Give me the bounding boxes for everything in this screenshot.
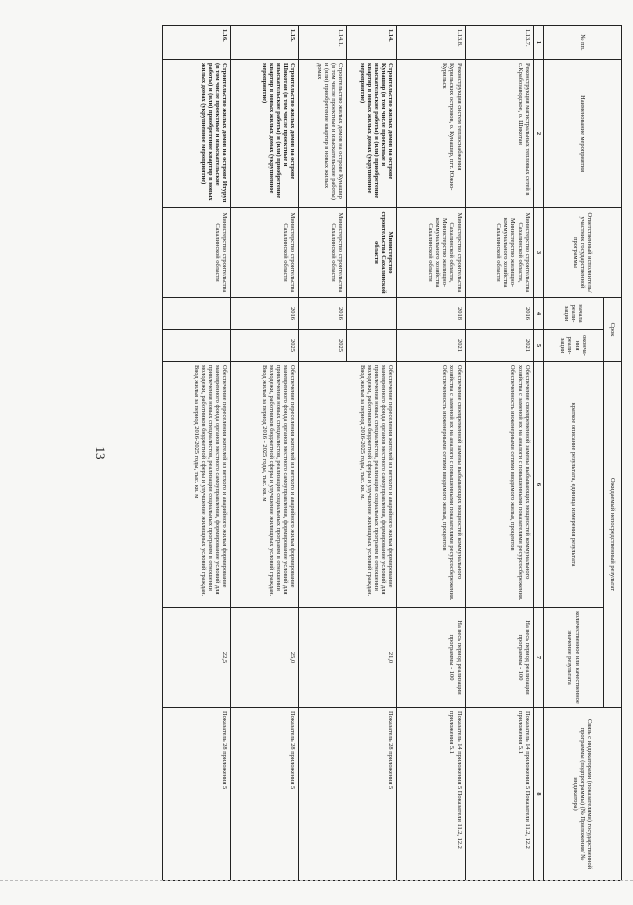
- header-end: оконча-ния реали-зации: [543, 330, 603, 362]
- row-link: Показатель 28 приложения 5: [231, 708, 299, 881]
- header-responsible: Ответственный исполнитель/участник государственной программы: [543, 208, 621, 298]
- table-row: [347, 26, 397, 881]
- bottom-scan-edge: [0, 880, 633, 887]
- col-number: 3: [533, 208, 543, 298]
- row-responsible: Министерство строительства Сахалинской области: [299, 208, 347, 298]
- column-number-row: [533, 26, 543, 881]
- table-row: [465, 26, 533, 881]
- row-start: 2016: [465, 298, 533, 330]
- row-value: 21,0: [299, 608, 397, 708]
- header-indicator-link: Связь с индикаторами (показателями) государственной программы (подпрограммы) (№ Приложения/ № индикатора): [543, 708, 621, 881]
- row-name: Строительство жилых домов на острове Кунашир (в том числе проектные и изыскательские работы) и (или) приобретение квартир в новых жилых домах (укрупненное мероприятие): [347, 60, 397, 208]
- row-name: Строительство жилых домов на острове Итуруп (в том числе проектные и изыскательские работы) и (или) приобретение квартир в новых жилых домах (укрупненное мероприятие): [163, 60, 231, 208]
- row-end: 2021: [465, 330, 533, 362]
- col-number: 5: [533, 330, 543, 362]
- row-value: 22,5: [163, 608, 231, 708]
- row-end: 2021: [397, 330, 465, 362]
- header-result-value: количественное или качественное значение результата: [543, 608, 603, 708]
- row-value: 25,0: [231, 608, 299, 708]
- col-number: 7: [533, 608, 543, 708]
- col-number: 6: [533, 362, 543, 608]
- table-row: [231, 26, 299, 881]
- table-row: [397, 26, 465, 881]
- row-num: 1.16.: [163, 26, 231, 60]
- col-number: 1: [533, 26, 543, 60]
- row-num: 1.14.1.: [299, 26, 347, 60]
- row-link: Показатель 14 приложения 5 Показатели 11.2, 12.2 приложения 5.1: [397, 708, 465, 881]
- page-number: 13: [93, 446, 108, 460]
- col-number: 2: [533, 60, 543, 208]
- row-name: Строительство жилых домов на острове Кунашир (в том числе проектные и изыскательские работы) и (или) приобретение квартир в новых жилых домах: [299, 60, 347, 208]
- row-value: На весь период реализации программы - 100: [397, 608, 465, 708]
- rotated-table-wrapper: [162, 25, 622, 880]
- row-responsible: Министерство строительства Сахалинской области, Министерство жилищно-коммунального хозяйства Сахалинской области: [397, 208, 465, 298]
- row-end: [163, 330, 231, 362]
- row-desc: Обеспечение переселения жителей из ветхого и аварийного жилья формирование маневренного фонда органов местного самоуправления, формирование условий для привлечения новых специалистов, реализации социальных программ в отношении молодежи, работников бюджетной сферы и улучшение жилищных условий граждан. Ввод жилья за период 2016-2025 годы, тыс. кв. м.: [299, 362, 397, 608]
- row-end: 2025: [231, 330, 299, 362]
- header-num: № пп.: [543, 26, 621, 60]
- col-number: 4: [533, 298, 543, 330]
- row-num: 1.14.: [347, 26, 397, 60]
- row-responsible: Министерство строительства Сахалинской области, Министерство жилищно-коммунального хозяйства Сахалинской области: [465, 208, 533, 298]
- row-end: 2025: [299, 330, 347, 362]
- row-value: На весь период реализации программы - 100: [465, 608, 533, 708]
- table-row: [163, 26, 231, 881]
- row-desc: Обеспечение переселения жителей из ветхого и аварийного жилья формирование маневренного фонда органов местного самоуправления, формирование условий для привлечения новых специалистов, реализации социальных программ в отношении молодежи, работников бюджетной сферы и улучшение жилищных условий граждан. Ввод жилья за период 2016-2025 годы, тыс. кв. м: [163, 362, 231, 608]
- header-start: начала реали-зации: [543, 298, 603, 330]
- header-term: Срок: [603, 298, 621, 362]
- row-name: Строительство жилых домов на острове Шикотан (в том числе проектные и изыскательские работы) и (или) приобретение квартир в новых жилых домах (укрупненное мероприятие): [231, 60, 299, 208]
- header-result: Ожидаемый непосредственный результат: [603, 362, 621, 708]
- row-start: 2016: [299, 298, 347, 330]
- row-desc: Обеспечение переселения жителей из ветхого и аварийного жилья формирование маневренного фонда органов местного самоуправления, формирование условий для привлечения новых специалистов, реализации социальных программ в отношении молодежи, работников бюджетной сферы и улучшение жилищных условий граждан. Ввод жилья за период 2016 - 2025 годы, тыс. кв. м: [231, 362, 299, 608]
- row-link: Показатель 14 приложения 5 Показатели 11.2, 12.2 приложения 5.1: [465, 708, 533, 881]
- row-start: [347, 298, 397, 330]
- header-name: Наименование мероприятия: [543, 60, 621, 208]
- row-link: Показатель 28 приложения 5: [163, 708, 231, 881]
- row-responsible: Министерство строительства Сахалинской области: [347, 208, 397, 298]
- row-name: Реконструкция систем теплоснабжения Курильских островов, о. Кунашир, пгт. Южно-Курильск: [397, 60, 465, 208]
- row-start: 2016: [231, 298, 299, 330]
- row-num: 1.13.7.: [465, 26, 533, 60]
- col-number: 8: [533, 708, 543, 881]
- row-responsible: Министерство строительства Сахалинской области: [163, 208, 231, 298]
- row-start: [163, 298, 231, 330]
- row-desc: Обеспечение своевременной замены выбывающих мощностей коммунального хозяйства с заменой их на аналоги с повышенными показателями ресурсосбережения. Обеспеченность инженерными сетями вводимого жилья, процентов: [465, 362, 533, 608]
- row-num: 1.15.: [231, 26, 299, 60]
- row-end: [347, 330, 397, 362]
- header-result-desc: краткое описание результата, единица измерения результата: [543, 362, 603, 608]
- row-name: Реконструкция магистральных тепловых сетей в с.Крабозаводское, о. Шикотан: [465, 60, 533, 208]
- row-responsible: Министерство строительства Сахалинской области: [231, 208, 299, 298]
- row-num: 1.13.8.: [397, 26, 465, 60]
- row-start: 2018: [397, 298, 465, 330]
- row-desc: Обеспечение своевременной замены выбывающих мощностей коммунального хозяйства с заменой их на аналоги с повышенными показателями ресурсосбережения. Обеспеченность инженерными сетями вводимого жилья, процентов: [397, 362, 465, 608]
- measures-table: [162, 25, 622, 881]
- row-link: Показатель 28 приложения 5: [299, 708, 397, 881]
